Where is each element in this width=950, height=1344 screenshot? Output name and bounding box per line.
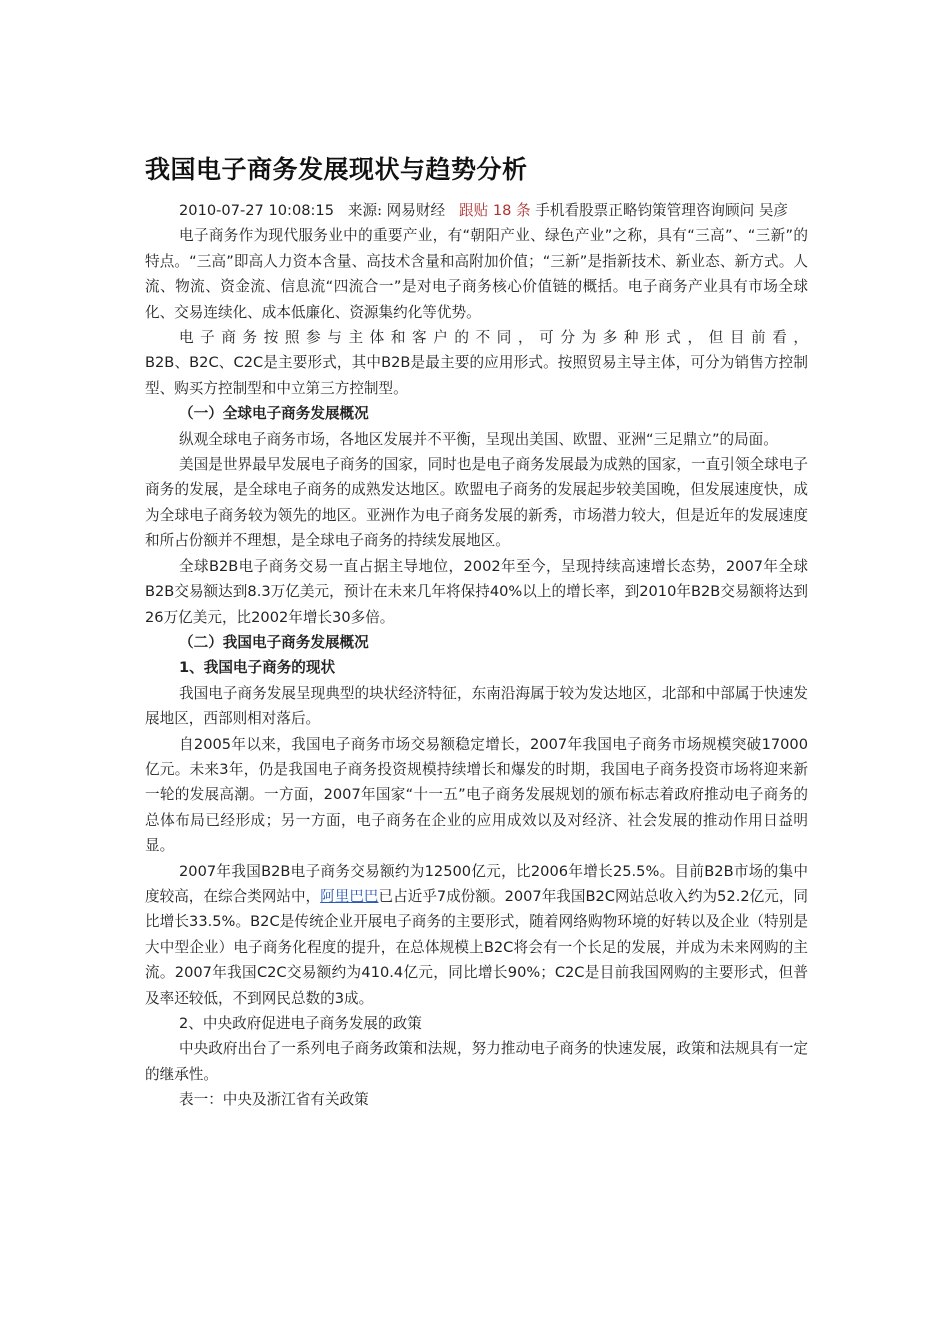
section-heading-global: （一）全球电子商务发展概况 bbox=[179, 405, 369, 423]
subsection-heading-status: 1、我国电子商务的现状 bbox=[179, 659, 336, 677]
subsection-heading-policy: 2、中央政府促进电子商务发展的政策 bbox=[179, 1015, 422, 1032]
paragraph-forms-line1: 电子商务按照参与主体和客户的不同，可分为多种形式，但目前看， bbox=[179, 329, 808, 347]
article-meta bbox=[145, 198, 808, 223]
table-caption: 表一：中央及浙江省有关政策 bbox=[179, 1091, 369, 1109]
publish-datetime: 2010-07-27 10:08:15 bbox=[179, 202, 334, 219]
document-page bbox=[145, 150, 808, 1113]
reply-suffix: 条 bbox=[516, 202, 531, 219]
segment-text-b: 已占近乎7成份额。2007年我国B2C网站总收入约为52.2亿元，同比增长33.5%。B2C是传统企业开展电子商务的主要形式，随着网络购物环境的好转以及企业（特别是大中型企业）电子商务化程度的提升，在总体规模上B2C将会有一个长足的发展，并成为未来网购的主流。2007年我国C2C交易额约为410.4亿元，同比增长90%；C2C是目前我国网购的主要形式，但普及率还较低，不到网民总数的3成。 bbox=[145, 887, 809, 1007]
paragraph-global-overview: 纵观全球电子商务市场，各地区发展并不平衡，呈现出美国、欧盟、亚洲“三足鼎立”的局面。 bbox=[179, 430, 778, 448]
paragraph-market-segments bbox=[145, 859, 808, 1011]
article-title: 我国电子商务发展现状与趋势分析 bbox=[145, 155, 528, 184]
meta-extra: 手机看股票正略钧策管理咨询顾问 吴彦 bbox=[535, 202, 789, 219]
paragraph-regional-features: 我国电子商务发展呈现典型的块状经济特征，东南沿海属于较为发达地区，北部和中部属于快速发展地区，西部则相对落后。 bbox=[145, 684, 808, 728]
paragraph-intro: 电子商务作为现代服务业中的重要产业，有“朝阳产业、绿色产业”之称，具有“三高”、“三新”的特点。“三高”即高人力资本含量、高技术含量和高附加价值；“三新”是指新技术、新业态、新方式。人流、物流、资金流、信息流“四流合一”是对电子商务核心价值链的概括。电子商务产业具有市场全球化、交易连续化、成本低廉化、资源集约化等优势。 bbox=[145, 227, 808, 321]
source-label: 来源: 网易财经 bbox=[347, 202, 446, 219]
reply-prefix: 跟贴 bbox=[458, 202, 489, 219]
alibaba-link[interactable]: 阿里巴巴 bbox=[320, 887, 379, 905]
paragraph-regions: 美国是世界最早发展电子商务的国家，同时也是电子商务发展最为成熟的国家，一直引领全球电子商务的发展，是全球电子商务的成熟发达地区。欧盟电子商务的发展起步较美国晚，但发展速度快，成为全球电子商务较为领先的地区。亚洲作为电子商务发展的新秀，市场潜力较大，但是近年的发展速度和所占份额并不理想，是全球电子商务的持续发展地区。 bbox=[145, 456, 808, 550]
reply-count: 18 bbox=[492, 202, 512, 219]
reply-link[interactable] bbox=[459, 202, 531, 219]
segment-text-a: 2007年我国B2B电子商务交易额约为12500亿元，比2006年增长25.5%。目前B2B市场的集中度较高，在综合类网站中， bbox=[145, 862, 808, 905]
paragraph-market-growth: 自2005年以来，我国电子商务市场交易额稳定增长，2007年我国电子商务市场规模突破17000亿元。未来3年，仍是我国电子商务投资规模持续增长和爆发的时期，我国电子商务投资市场将迎来新一轮的发展高潮。一方面，2007年国家“十一五”电子商务发展规划的颁布标志着政府推动电子商务的总体布局已经形成；另一方面，电子商务在企业的应用成效以及对经济、社会发展的推动作用日益明显。 bbox=[145, 735, 808, 855]
paragraph-global-b2b: 全球B2B电子商务交易一直占据主导地位，2002年至今，呈现持续高速增长态势，2007年全球B2B交易额达到8.3万亿美元，预计在未来几年将保持40%以上的增长率，到2010年B2B交易额将达到26万亿美元，比2002年增长30多倍。 bbox=[145, 557, 808, 626]
paragraph-policy: 中央政府出台了一系列电子商务政策和法规，努力推动电子商务的快速发展，政策和法规具有一定的继承性。 bbox=[145, 1040, 808, 1083]
paragraph-forms-rest: B2B、B2C、C2C是主要形式，其中B2B是最主要的应用形式。按照贸易主导主体，可分为销售方控制型、购买方控制型和中立第三方控制型。 bbox=[145, 354, 808, 397]
section-heading-china: （二）我国电子商务发展概况 bbox=[179, 633, 369, 651]
